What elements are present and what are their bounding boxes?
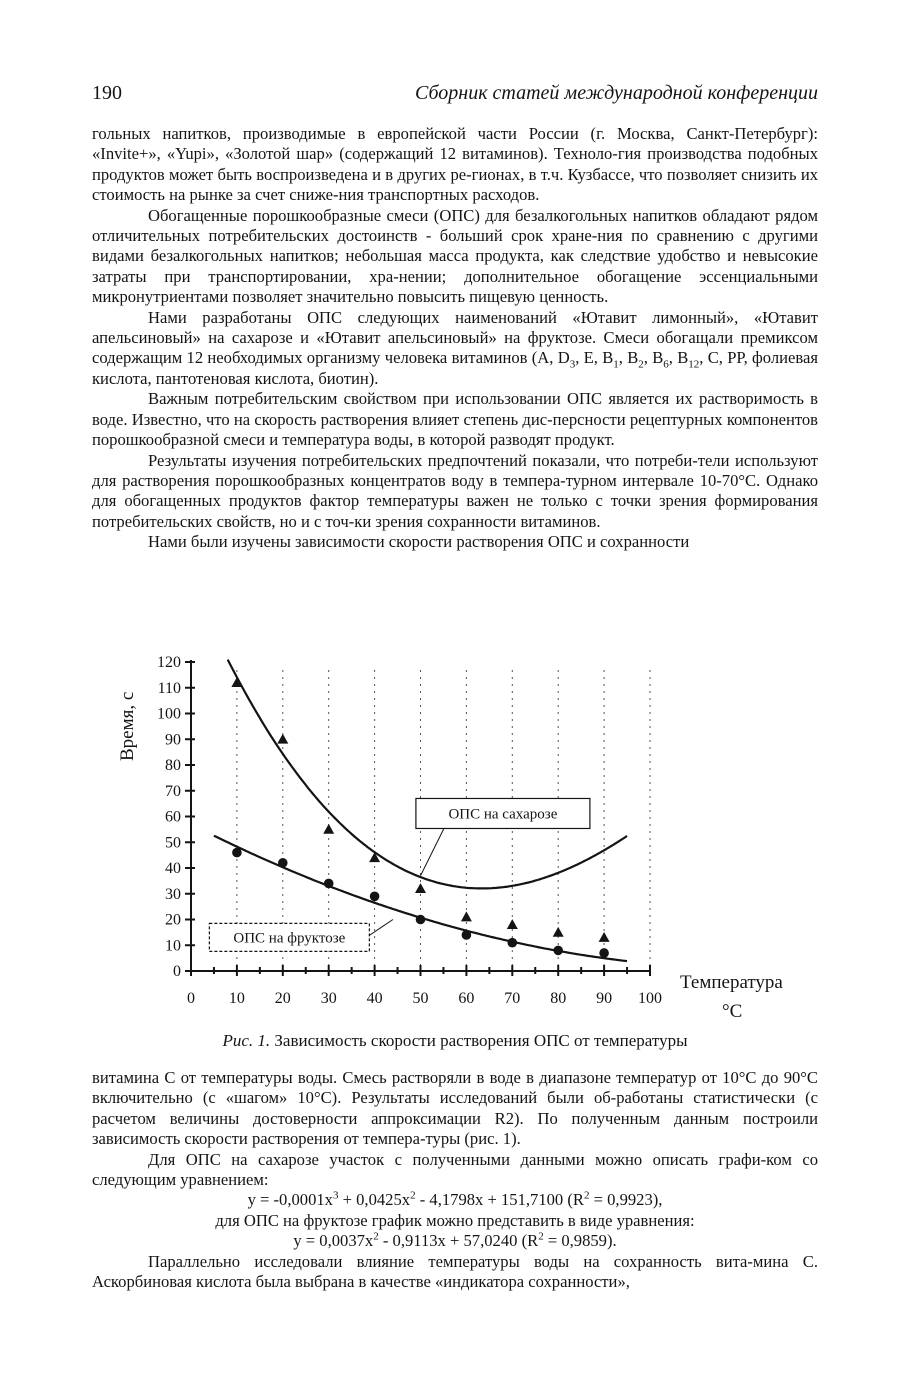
eq-run: y = -0,0001x	[247, 1190, 333, 1210]
point-sucrose-10	[231, 677, 242, 687]
equation-sucrose	[92, 1190, 818, 1210]
text-run: , Е, В	[575, 348, 614, 368]
y-tick-label-110: 110	[157, 679, 181, 697]
eq-run: y = 0,0037x	[293, 1231, 374, 1251]
point-fructose-30	[324, 879, 334, 889]
x-tick-label-30: 30	[320, 990, 337, 1007]
legend-leader-fructose	[369, 920, 393, 936]
y-tick-label-50: 50	[165, 834, 181, 852]
x-tick-label-70: 70	[504, 990, 521, 1007]
text-run: Нами разработаны ОПС следующих наименований «Ютавит лимонный», «Ютавит апельсиновый» на сахарозе и «Ютавит апельсиновый» на фруктозе. Смеси обогащали премиксом содержащим 12 необходимых организму человека витаминов (А, D	[92, 307, 818, 368]
y-tick-label-70: 70	[165, 782, 181, 800]
eq-run: = 0,9923),	[589, 1190, 663, 1210]
y-axis-title: Время, с	[117, 691, 138, 762]
x-axis-unit: °С	[722, 1001, 743, 1022]
y-tick-label-20: 20	[165, 911, 181, 929]
legend-leader-sucrose	[421, 828, 444, 875]
paragraph: Результаты изучения потребительских предпочтений показали, что потреби-тели используют для растворения порошкообразных концентратов воду в темпера-турном интервале 10-70°С. Однако для обогащенных продуктов фактор температуры важен не только с точки зрения формирования потребительских свойств, но и с точ-ки зрения сохранности витаминов.	[92, 450, 818, 531]
legend-label-sucrose: ОПС на сахарозе	[448, 806, 558, 823]
point-fructose-80	[553, 946, 563, 956]
point-sucrose-80	[553, 927, 564, 937]
page-number: 190	[92, 82, 122, 104]
chart-legends	[209, 798, 590, 951]
body-text-before-figure	[92, 124, 818, 553]
point-fructose-10	[232, 848, 242, 858]
page-header	[92, 82, 818, 110]
paragraph: гольных напитков, производимые в европейской части России (г. Москва, Санкт-Петербург): «Invite+», «Yupi», «Золотой шар» (содержащий 12 витаминов). Техноло-гия производства подобных продуктов может быть воспроизведена и в других ре-гионах, в т.ч. Кузбассе, что позволяет снизить их стоимость на рынке за счет сниже-ния транспортных расходов.	[92, 124, 818, 205]
x-tick-label-90: 90	[596, 990, 613, 1007]
paragraph: Нами были изучены зависимости скорости растворения ОПС и сохранности	[148, 532, 690, 552]
y-tick-label-80: 80	[165, 757, 181, 774]
point-sucrose-70	[507, 919, 518, 929]
equation-fructose	[92, 1231, 818, 1251]
x-tick-label-10: 10	[228, 990, 245, 1007]
x-tick-label-80: 80	[550, 990, 567, 1007]
text-run: , В	[618, 348, 639, 368]
x-tick-label-50: 50	[412, 990, 429, 1007]
point-fructose-70	[508, 938, 518, 948]
trendline-sucrose	[228, 660, 627, 889]
y-tick-label-40: 40	[165, 860, 181, 877]
subscript: 6	[663, 358, 669, 371]
superscript: 2	[410, 1189, 416, 1202]
subscript: 3	[569, 358, 576, 371]
point-fructose-90	[599, 948, 609, 958]
superscript: 2	[583, 1189, 590, 1202]
legend-label-fructose: ОПС на фруктозе	[233, 930, 346, 947]
eq-run: - 4,1798x + 151,7100 (R	[415, 1190, 584, 1210]
paragraph: Для ОПС на сахарозе участок с полученными данными можно описать графи-ком со следующим уравнением:	[92, 1149, 818, 1190]
point-fructose-20	[278, 858, 288, 868]
y-tick-label-90: 90	[165, 731, 181, 749]
dissolution-chart	[0, 635, 909, 1030]
eq-run: = 0,9859).	[543, 1231, 617, 1251]
subscript: 1	[613, 358, 619, 371]
x-tick-label-40: 40	[366, 990, 383, 1007]
subscript: 12	[688, 358, 700, 371]
y-tick-label-10: 10	[165, 937, 181, 955]
superscript: 2	[373, 1230, 379, 1243]
figure-caption-label: Рис. 1.	[222, 1031, 271, 1050]
paragraph: для ОПС на фруктозе график можно представить в виде уравнения:	[215, 1210, 695, 1230]
paragraph: Параллельно исследовали влияние температуры воды на сохранность вита-мина С. Аскорбиновая кислота была выбрана в качестве «индикатора сохранности»,	[92, 1251, 818, 1292]
y-tick-label-30: 30	[165, 885, 181, 903]
x-tick-label-0: 0	[187, 990, 195, 1007]
journal-title: Сборник статей международной конференции	[415, 82, 818, 104]
x-axis-title: Температура	[680, 972, 783, 993]
text-run: , С, РР, фолиевая кислота, пантотеновая кислота, биотин).	[92, 348, 818, 388]
point-fructose-50	[416, 915, 426, 925]
y-tick-label-0: 0	[173, 963, 181, 980]
paragraph: витамина С от температуры воды. Смесь растворяли в воде в диапазоне температур от 10°С до 90°С включительно (с «шагом» 10°С). Результаты исследований были об-работаны статистически (с расчетом величины достоверности аппроксимации R2). По полученным данным построили зависимость скорости растворения от темпера-туры (рис. 1).	[92, 1068, 818, 1149]
text-run: , В	[668, 348, 689, 368]
y-tick-label-100: 100	[157, 705, 181, 723]
superscript: 2	[538, 1230, 544, 1243]
figure-caption-text: Зависимость скорости растворения ОПС от температуры	[274, 1031, 688, 1050]
y-tick-label-60: 60	[165, 808, 181, 826]
eq-run: + 0,0425x	[338, 1190, 411, 1210]
point-fructose-60	[462, 930, 472, 940]
paragraph: Важным потребительским свойством при использовании ОПС является их растворимость в воде. Известно, что на скорость растворения влияет степень дис-персности рецептурных компонентов порошкообразной смеси и температура воды, в которой разводят продукт.	[92, 389, 818, 450]
point-fructose-40	[370, 892, 380, 902]
point-sucrose-90	[599, 932, 610, 942]
point-sucrose-20	[277, 734, 288, 744]
point-sucrose-30	[323, 824, 334, 834]
eq-run: - 0,9113x + 57,0240 (R	[378, 1231, 539, 1251]
paragraph-vitamins	[92, 308, 818, 390]
subscript: 2	[638, 358, 644, 371]
point-sucrose-60	[461, 911, 472, 921]
point-sucrose-50	[415, 883, 426, 893]
x-tick-label-60: 60	[458, 990, 475, 1007]
body-text-after-figure	[92, 1068, 818, 1292]
x-tick-label-20: 20	[274, 990, 291, 1007]
chart-ticks	[157, 654, 662, 1007]
paragraph: Обогащенные порошкообразные смеси (ОПС) для безалкогольных напитков обладают рядом отличительных потребительских достоинств - больший срок хране-ния по сравнению с другими видами безалкогольных напитков; небольшая масса продукта, как следствие удобство и невысокие затраты при транспортировании, хра-нении; дополнительное обогащение эссенциальными микронутриентами позволяет значительно повысить пищевую ценность.	[92, 205, 818, 307]
x-tick-label-100: 100	[638, 990, 662, 1007]
figure-caption	[92, 1031, 818, 1051]
superscript: 3	[332, 1189, 339, 1202]
text-run: , В	[643, 348, 664, 368]
y-tick-label-120: 120	[157, 654, 181, 671]
